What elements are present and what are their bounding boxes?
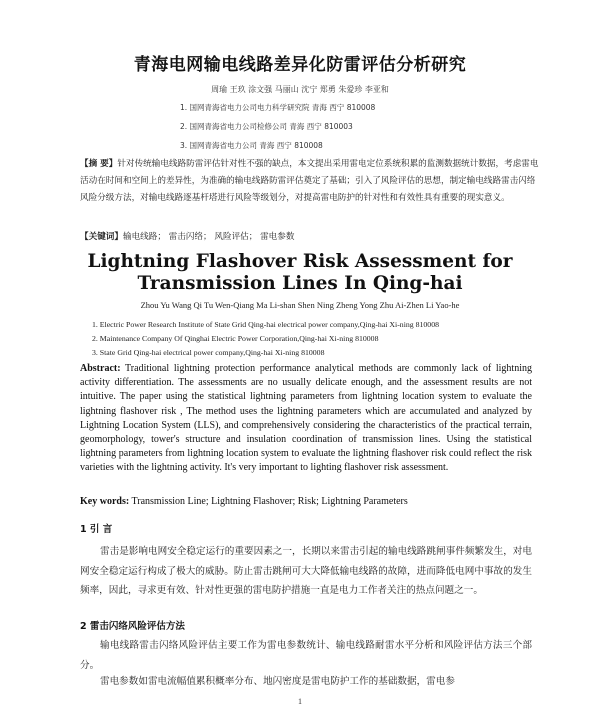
page-number: 1 [298, 697, 302, 706]
english-affiliation-2: 2. Maintenance Company Of Qinghai Electric Power Corporation,Qing-hai Xi-ning 810008 [92, 334, 379, 343]
chinese-affiliation-2: 2. 国网青海省电力公司检修公司 青海 西宁 810003 [180, 122, 353, 131]
chinese-authors: 周瑜 王玖 涂文强 马丽山 沈宁 郑勇 朱爱珍 李亚和 [211, 85, 389, 94]
section-2-heading: 2 雷击闪络风险评估方法 [80, 621, 185, 632]
chinese-keywords-label: 【关键词】 [80, 232, 123, 242]
chinese-keywords-text: 输电线路； 雷击闪络； 风险评估； 雷电参数 [122, 232, 295, 242]
chinese-affiliation-3: 3. 国网青海省电力公司 青海 西宁 810008 [180, 141, 323, 150]
english-title-line-1: Lightning Flashover Risk Assessment for [87, 251, 513, 272]
chinese-title: 青海电网输电线路差异化防雷评估分析研究 [133, 55, 467, 75]
chinese-abstract [80, 156, 540, 207]
section-2-paragraph-1: 输电线路雷击闪络风险评估主要工作为雷电参数统计、输电线路耐雷水平分析和风险评估方法三个部分。 [80, 640, 532, 671]
chinese-abstract-label: 【摘 要】 [80, 159, 118, 169]
english-keywords-text: Transmission Line; Lightning Flashover; Risk; Lightning Parameters [129, 496, 408, 507]
english-title-line-2: Transmission Lines In Qing-hai [137, 273, 463, 294]
chinese-abstract-text: 针对传统输电线路防雷评估针对性不强的缺点，本文提出采用雷电定位系统积累的监测数据统计数据，考虑雷电活动在时间和空间上的差异性，为准确的输电线路防雷评估奠定了基础；引入了风险评估的思想，制定输电线路雷击闪络风险分级方法，对输电线路逐基杆塔进行风险等级划分，对提高雷电防护的针对性和有效性具有重要的现实意义。 [80, 159, 539, 203]
english-keywords-label: Key words: [80, 496, 130, 507]
chinese-affiliation-1: 1. 国网青海省电力公司电力科学研究院 青海 西宁 810008 [180, 103, 376, 112]
english-affiliation-1: 1. Electric Power Research Institute of State Grid Qing-hai electrical power company,Qing-hai Xi-ning 810008 [92, 320, 439, 329]
chinese-keywords [80, 230, 540, 242]
english-title [0, 251, 600, 295]
english-abstract-text: Traditional lightning protection performance analytical methods are commonly lack of lightning activity differentiation. The assessments are no usually delicate enough, and the assessment results are not intuitive. The paper using the statistical lightning parameters from lightning location system to evaluate the lightning flashover risk , The method uses the lightning parameters which are accumulated and analyzed by Lightning Location System (LLS), and comprehensively considering the characteristics of the practical terrain, geomorphology, tower's structure and insulation coordination of transmission lines. Using the statistical lightning parameters from lightning location system to evaluate the lightning flashover risk could reflect the risk varieties with the lightning activity. It's very important to lighting flashover risk assessment. [80, 363, 532, 474]
english-abstract [80, 362, 532, 476]
section-2-paragraph-2: 雷电参数如雷电流幅值累积概率分布、地闪密度是雷电防护工作的基础数据，雷电参 [100, 676, 455, 687]
english-affiliation-3: 3. State Grid Qing-hai electrical power company,Qing-hai Xi-ning 810008 [92, 348, 325, 357]
section-1-heading: 1 引 言 [80, 524, 113, 535]
section-1-paragraph: 雷击是影响电网安全稳定运行的重要因素之一，长期以来雷击引起的输电线路跳闸事件频繁发生，对电网安全稳定运行构成了极大的威胁。防止雷击跳闸可大大降低输电线路的故障，进而降低电网中事故的发生频率，因此，寻求更有效、针对性更强的雷电防护措施一直是电力工作者关注的热点问题之一。 [80, 546, 532, 596]
english-authors: Zhou Yu Wang Qi Tu Wen-Qiang Ma Li-shan Shen Ning Zheng Yong Zhu Ai-Zhen Li Yao-he [140, 300, 460, 310]
english-abstract-label: Abstract: [80, 363, 121, 374]
english-keywords [80, 496, 540, 507]
